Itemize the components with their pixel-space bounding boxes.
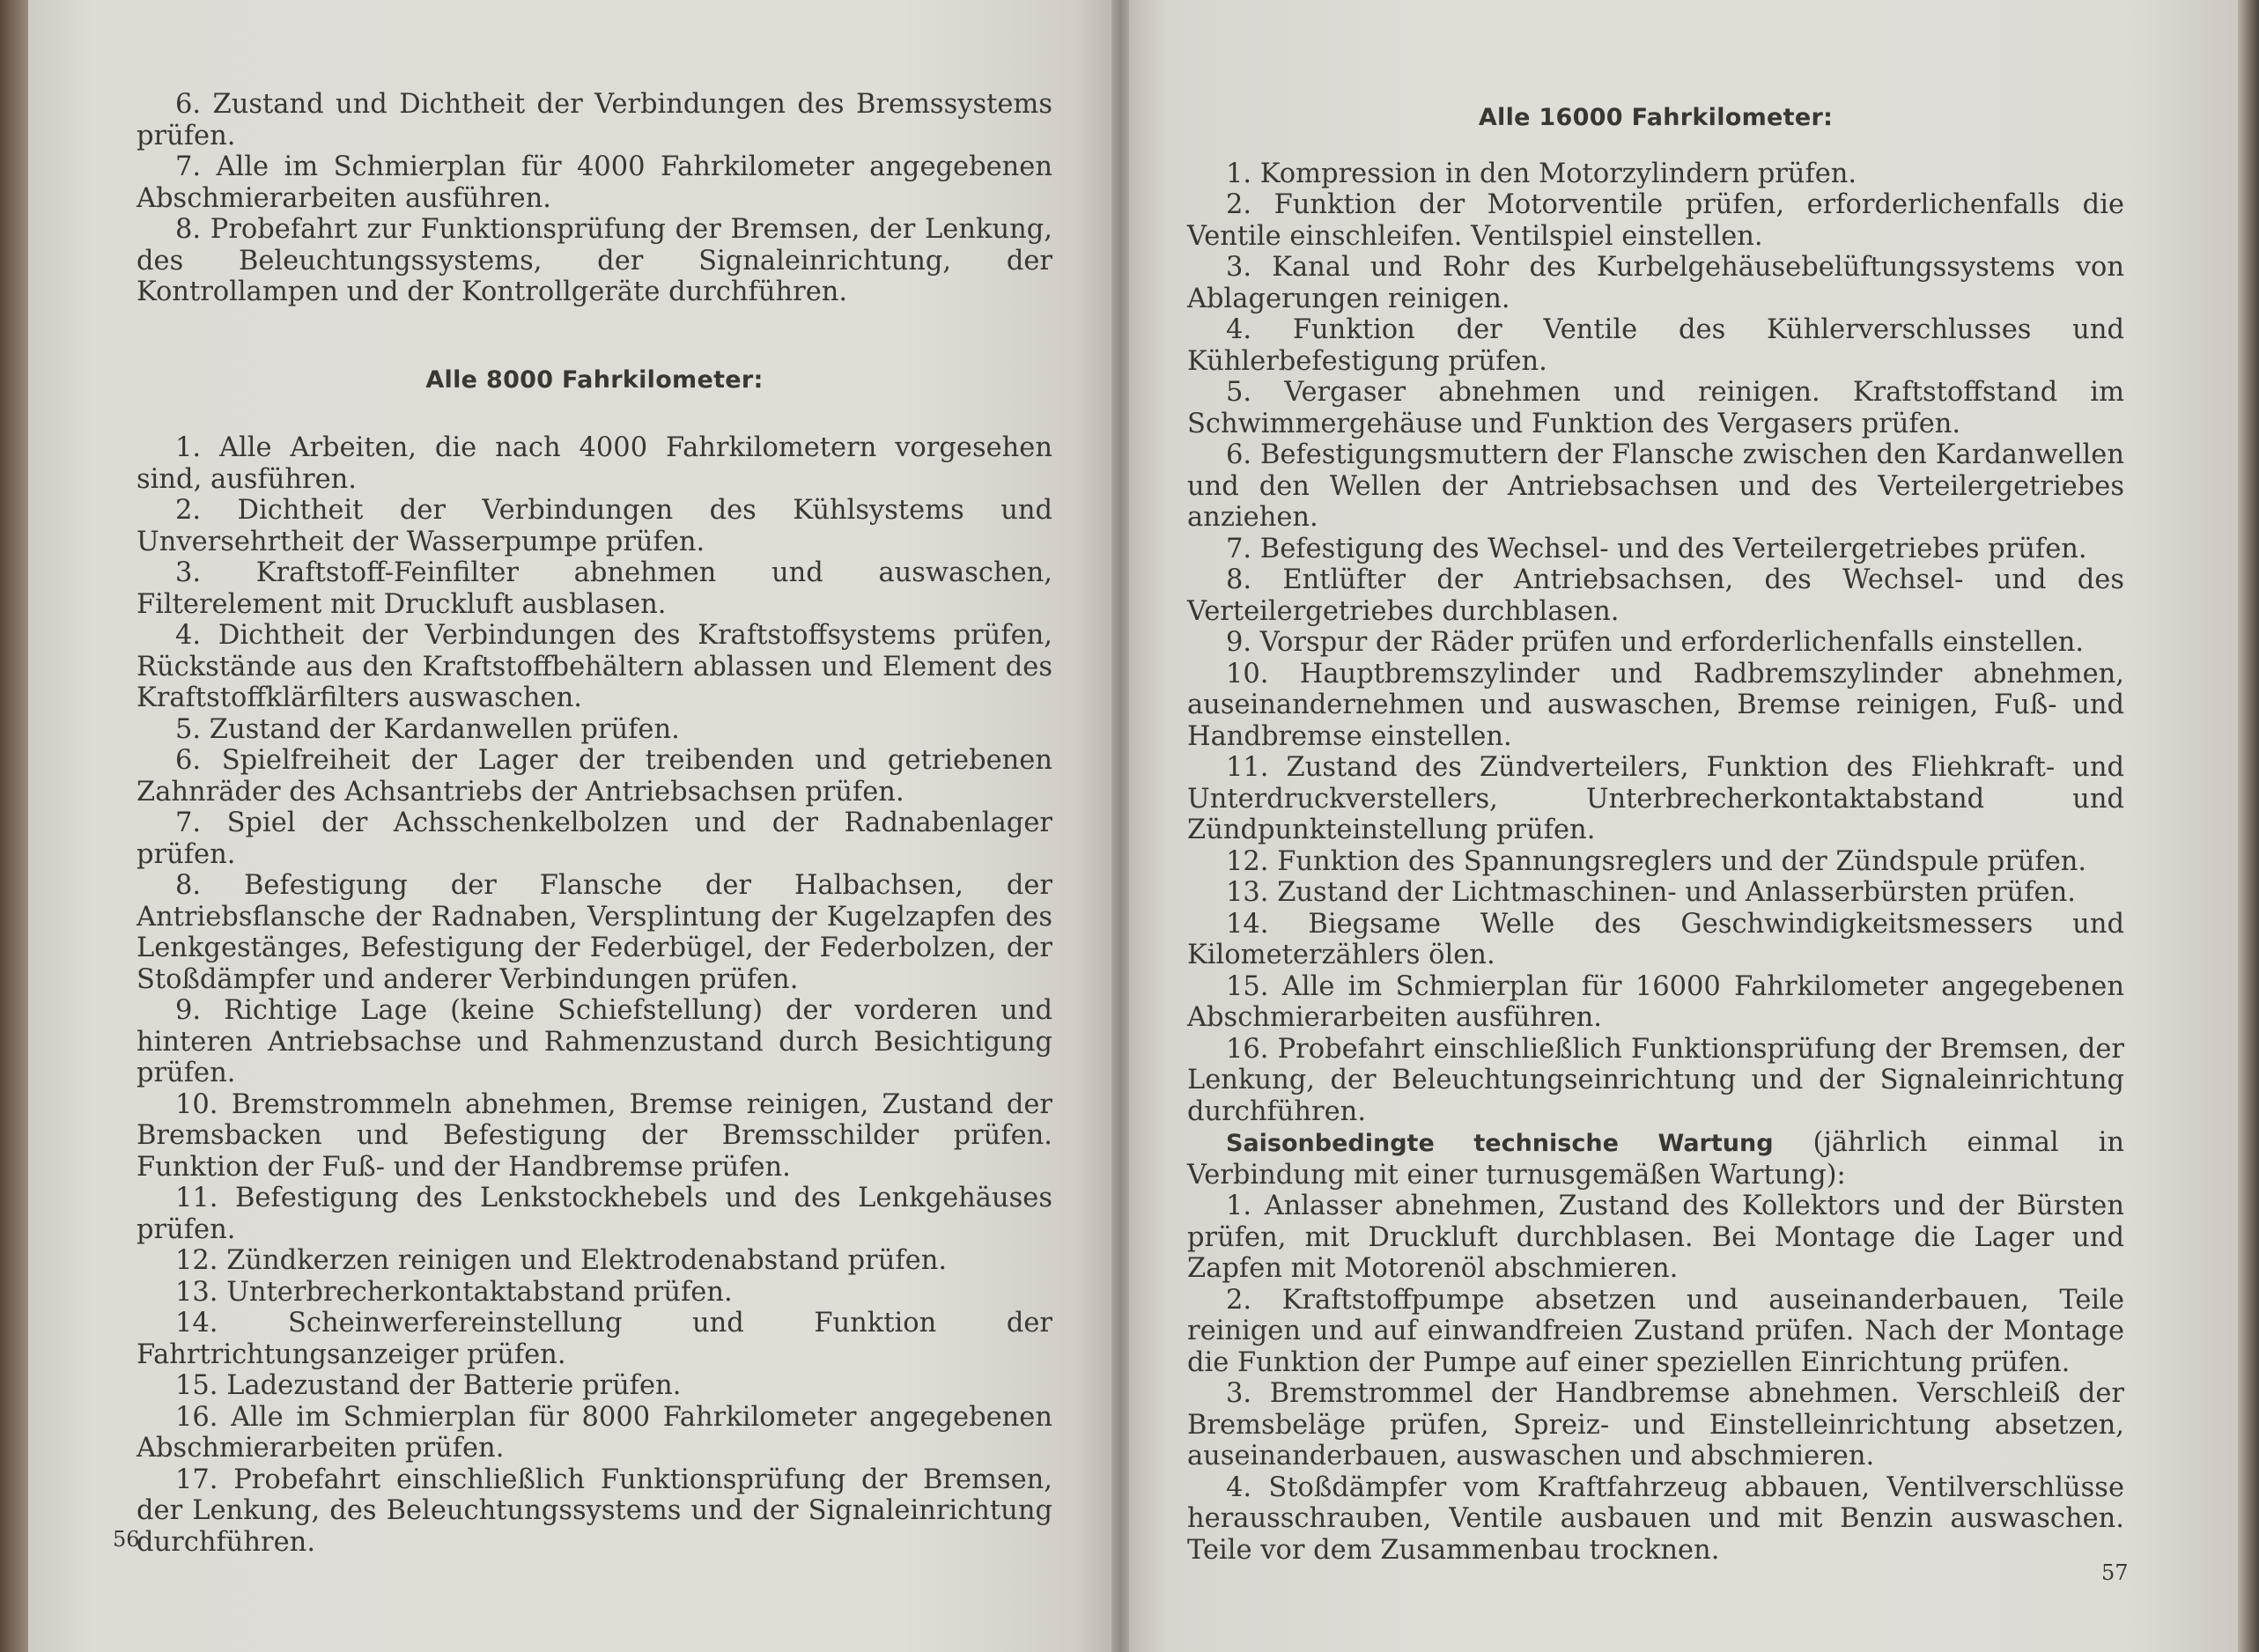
right-text-column [1187, 102, 2124, 1566]
seasonal-maintenance-intro [1187, 1127, 2124, 1191]
list-item: 17. Probefahrt einschließlich Funktionsprüfung der Bremsen, der Lenkung, des Beleuchtungssystems und der Signaleinrichtung durchführen. [137, 1464, 1052, 1558]
list-item: 6. Befestigungsmuttern der Flansche zwischen den Kardanwellen und den Wellen der Antriebsachsen und des Verteilergetriebes anziehen. [1187, 439, 2124, 533]
list-item: 4. Dichtheit der Verbindungen des Kraftstoffsystems prüfen, Rückstände aus den Kraftstoffbehältern ablassen und Element des Kraftstoffklärfilters auswaschen. [137, 620, 1052, 713]
list-item: 5. Zustand der Kardanwellen prüfen. [175, 713, 680, 745]
list-item: 7. Befestigung des Wechsel- und des Verteilergetriebes prüfen. [1226, 533, 2087, 564]
list-item: 8. Befestigung der Flansche der Halbachsen, der Antriebsflansche der Radnaben, Versplintung der Kugelzapfen des Lenkgestänges, Befestigung der Federbügel, der Federbolzen, der Stoßdämpfer und anderer Verbindungen prüfen. [137, 870, 1052, 995]
list-item: 15. Ladezustand der Batterie prüfen. [175, 1370, 682, 1401]
list-item: 11. Zustand des Zündverteilers, Funktion des Fliehkraft- und Unterdruckverstellers, Unterbrecherkontaktabstand und Zündpunkteinstellung prüfen. [1187, 752, 2124, 845]
list-item: 13. Zustand der Lichtmaschinen- und Anlasserbürsten prüfen. [1226, 877, 2076, 908]
list-item: 14. Biegsame Welle des Geschwindigkeitsmessers und Kilometerzählers ölen. [1187, 908, 2124, 970]
list-item: 1. Kompression in den Motorzylindern prüfen. [1226, 158, 1857, 189]
section-heading-16000: Alle 16000 Fahrkilometer: [1478, 104, 1834, 131]
left-text-column [137, 89, 1052, 1558]
list-item: 13. Unterbrecherkontaktabstand prüfen. [175, 1276, 733, 1308]
list-item: 9. Vorspur der Räder prüfen und erforderlichenfalls einstellen. [1226, 627, 2085, 658]
list-item: 1. Alle Arbeiten, die nach 4000 Fahrkilometern vorgesehen sind, ausführen. [137, 432, 1052, 495]
list-item: 7. Alle im Schmierplan für 4000 Fahrkilometer angegebenen Abschmierarbeiten ausführen. [137, 151, 1052, 214]
seasonal-maintenance-heading: Saisonbedingte technische Wartung [1226, 1130, 1774, 1157]
list-item: 3. Kanal und Rohr des Kurbelgehäusebelüftungssystems von Ablagerungen reinigen. [1187, 252, 2124, 314]
list-item: 12. Zündkerzen reinigen und Elektrodenabstand prüfen. [175, 1245, 948, 1276]
list-item: 7. Spiel der Achsschenkelbolzen und der Radnabenlager prüfen. [137, 808, 1052, 870]
book-cover-edge-left [0, 0, 28, 1652]
book-gutter [1111, 0, 1129, 1652]
list-item: 8. Entlüfter der Antriebsachsen, des Wechsel- und des Verteilergetriebes durchblasen. [1187, 564, 2124, 627]
list-item: 6. Spielfreiheit der Lager der treibenden und getriebenen Zahnräder des Achsantriebs der Antriebsachsen prüfen. [137, 745, 1052, 808]
list-item: 9. Richtige Lage (keine Schiefstellung) der vorderen und hinteren Antriebsachse und Rahmenzustand durch Besichtigung prüfen. [137, 995, 1052, 1088]
list-item: 16. Alle im Schmierplan für 8000 Fahrkilometer angegebenen Abschmierarbeiten prüfen. [137, 1401, 1052, 1464]
list-item: 12. Funktion des Spannungsreglers und der Zündspule prüfen. [1226, 845, 2087, 877]
list-item: 11. Befestigung des Lenkstockhebels und des Lenkgehäuses prüfen. [137, 1183, 1052, 1245]
list-item: 4. Funktion der Ventile des Kühlerverschlusses und Kühlerbefestigung prüfen. [1187, 314, 2124, 377]
section-heading-8000: Alle 8000 Fahrkilometer: [425, 365, 764, 394]
list-item: 1. Anlasser abnehmen, Zustand des Kollektors und der Bürsten prüfen, mit Druckluft durchblasen. Bei Montage die Lager und Zapfen mit Motorenöl abschmieren. [1187, 1191, 2124, 1284]
list-item: 2. Kraftstoffpumpe absetzen und auseinanderbauen, Teile reinigen und auf einwandfreien Zustand prüfen. Nach der Montage die Funktion der Pumpe auf einer speziellen Einrichtung prüfen. [1187, 1284, 2124, 1378]
list-item: 10. Hauptbremszylinder und Radbremszylinder abnehmen, auseinandernehmen und auswaschen, Bremse reinigen, Fuß- und Handbremse einstellen. [1187, 658, 2124, 752]
list-item: 2. Funktion der Motorventile prüfen, erforderlichenfalls die Ventile einschleifen. Ventilspiel einstellen. [1187, 189, 2124, 252]
list-item: 14. Scheinwerfereinstellung und Funktion der Fahrtrichtungsanzeiger prüfen. [137, 1308, 1052, 1370]
list-item: 5. Vergaser abnehmen und reinigen. Kraftstoffstand im Schwimmergehäuse und Funktion des Vergasers prüfen. [1187, 377, 2124, 439]
page-number-left: 56 [113, 1527, 140, 1552]
list-item: 2. Dichtheit der Verbindungen des Kühlsystems und Unversehrtheit der Wasserpumpe prüfen. [137, 495, 1052, 557]
page-number-right: 57 [2101, 1560, 2129, 1585]
seasonal-maintenance-note: (jährlich einmal in Verbindung mit einer turnusgemäßen Wartung): [1187, 1127, 2124, 1191]
list-item: 6. Zustand und Dichtheit der Verbindungen des Bremssystems prüfen. [137, 89, 1052, 151]
page-stack-edge-right [2238, 0, 2259, 1652]
list-item: 10. Bremstrommeln abnehmen, Bremse reinigen, Zustand der Bremsbacken und Befestigung der Bremsschilder prüfen. Funktion der Fuß- und der Handbremse prüfen. [137, 1088, 1052, 1183]
list-item: 3. Bremstrommel der Handbremse abnehmen. Verschleiß der Bremsbeläge prüfen, Spreiz- und Einstelleinrichtung absetzen, auseinanderbauen, auswaschen und abschmieren. [1187, 1378, 2124, 1471]
list-item: 4. Stoßdämpfer vom Kraftfahrzeug abbauen, Ventilverschlüsse herausschrauben, Ventile ausbauen und mit Benzin auswaschen. Teile vor dem Zusammenbau trocknen. [1187, 1471, 2124, 1566]
list-item: 3. Kraftstoff-Feinfilter abnehmen und auswaschen, Filterelement mit Druckluft ausblasen. [137, 557, 1052, 620]
list-item: 8. Probefahrt zur Funktionsprüfung der Bremsen, der Lenkung, des Beleuchtungssystems, der Signaleinrichtung, der Kontrollampen und der Kontrollgeräte durchführen. [137, 214, 1052, 307]
list-item: 15. Alle im Schmierplan für 16000 Fahrkilometer angegebenen Abschmierarbeiten ausführen. [1187, 970, 2124, 1033]
list-item: 16. Probefahrt einschließlich Funktionsprüfung der Bremsen, der Lenkung, der Beleuchtungseinrichtung und der Signaleinrichtung durchführen. [1187, 1033, 2124, 1127]
